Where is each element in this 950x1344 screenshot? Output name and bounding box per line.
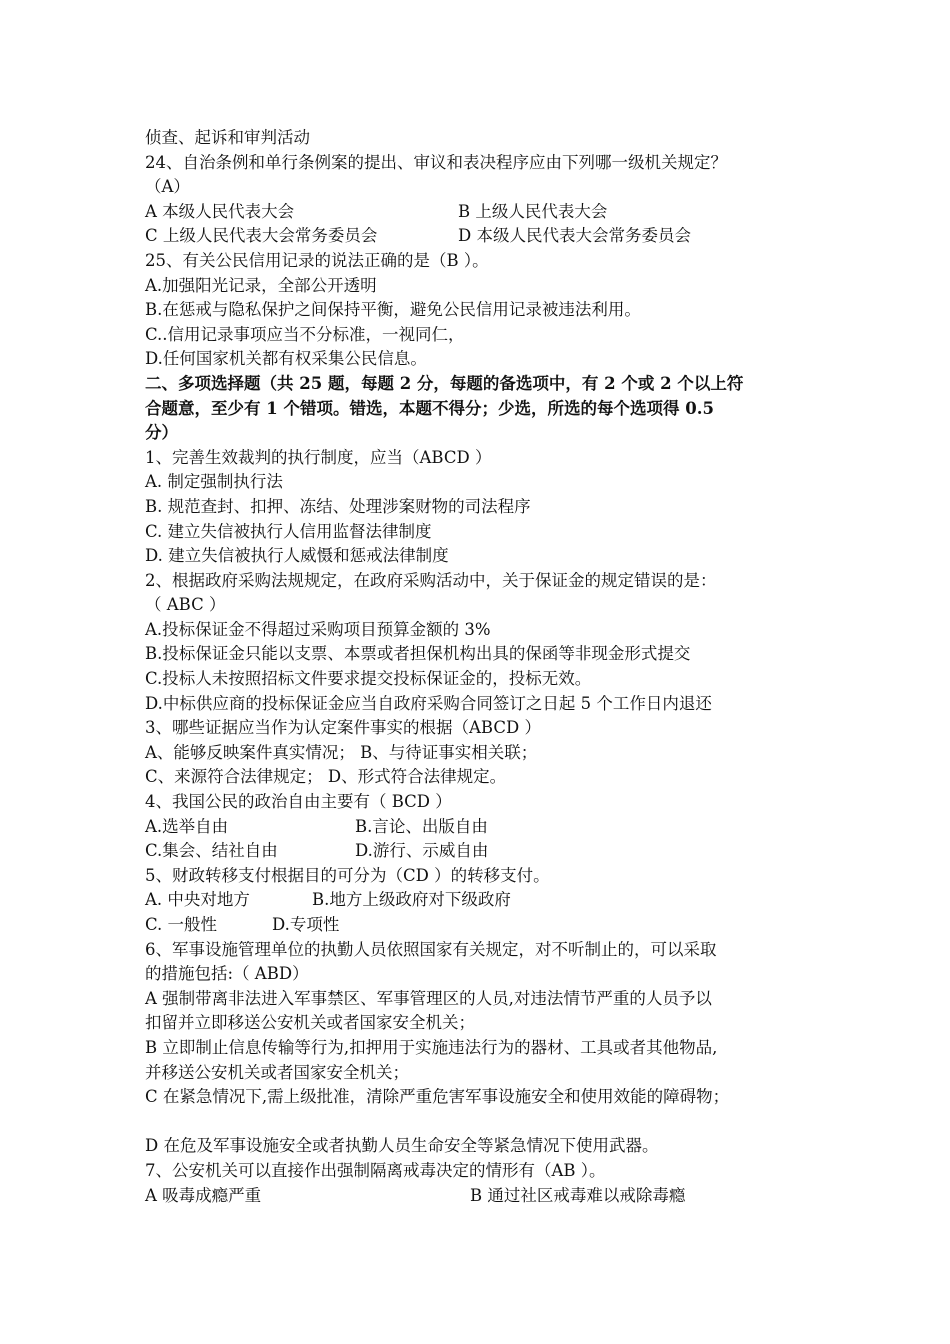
options-24-ab: [145, 200, 835, 225]
section-heading: 二、多项选择题（共 25 题，每题 2 分，每题的备选项中，有 2 个或 2 个以上符: [145, 373, 744, 393]
option-5-d: D.专项性: [272, 915, 340, 934]
option-6-b: B 立即制止信息传输等行为,扣押用于实施违法行为的器材、工具或者其他物品,: [145, 1037, 718, 1057]
option-2-d: D.中标供应商的投标保证金应当自政府采购合同签订之日起 5 个工作日内退还: [145, 693, 712, 713]
options-3-ab: A、能够反映案件真实情况； B、与待证事实相关联；: [145, 742, 538, 762]
text-line: 侦查、起诉和审判活动: [145, 128, 310, 147]
answer-24: （A）: [145, 177, 190, 197]
section-heading-end: 分）: [145, 423, 178, 443]
options-3-cd: C、来源符合法律规定； D、形式符合法律规定。: [145, 767, 507, 787]
question-4: 4、我国公民的政治自由主要有（ BCD ）: [145, 792, 452, 812]
document-page: [145, 126, 835, 1208]
option-4-b: B.言论、出版自由: [355, 816, 488, 836]
option-24-b: B 上级人民代表大会: [458, 201, 608, 221]
question-7: 7、公安机关可以直接作出强制隔离戒毒决定的情形有（AB ）。: [145, 1160, 606, 1180]
question-1: 1、完善生效裁判的执行制度，应当（ABCD ）: [145, 447, 492, 467]
question-6-cont: 的措施包括:（ ABD）: [145, 964, 309, 984]
option-24-d: D 本级人民代表大会常务委员会: [458, 226, 691, 246]
blank-line: [145, 1110, 835, 1135]
option-5-b: B.地方上级政府对下级政府: [312, 890, 511, 910]
option-5-c: C. 一般性: [145, 915, 218, 934]
question-2: 2、根据政府采购法规规定，在政府采购活动中，关于保证金的规定错误的是：: [145, 570, 717, 590]
option-2-b: B.投标保证金只能以支票、本票或者担保机构出具的保函等非现金形式提交: [145, 644, 691, 664]
options-5-cd: [145, 913, 835, 938]
option-4-a: A.选举自由: [145, 816, 229, 836]
section-heading-cont: 合题意，至少有 1 个错项。错选，本题不得分；少选，所选的每个选项得 0.5: [145, 398, 714, 418]
option-25-b: B.在惩戒与隐私保护之间保持平衡，避免公民信用记录被违法利用。: [145, 300, 641, 320]
option-4-c: C.集会、结社自由: [145, 841, 278, 861]
question-25: 25、有关公民信用记录的说法正确的是（B ）。: [145, 250, 489, 270]
option-4-d: D.游行、示威自由: [355, 841, 489, 861]
options-24-cd: [145, 224, 835, 249]
option-24-a: A 本级人民代表大会: [145, 201, 295, 221]
option-7-a: A 吸毒成瘾严重: [145, 1185, 262, 1205]
option-1-c: C. 建立失信被执行人信用监督法律制度: [145, 521, 432, 541]
option-7-b: B 通过社区戒毒难以戒除毒瘾: [470, 1185, 686, 1205]
option-6-a: A 强制带离非法进入军事禁区、军事管理区的人员,对违法情节严重的人员予以: [145, 988, 712, 1008]
option-5-a: A. 中央对地方: [145, 890, 250, 910]
answer-2: （ ABC ）: [145, 595, 226, 615]
option-6-a-cont: 扣留并立即移送公安机关或者国家安全机关；: [145, 1013, 475, 1033]
question-3: 3、哪些证据应当作为认定案件事实的根据（ABCD ）: [145, 718, 541, 738]
option-6-b-cont: 并移送公安机关或者国家安全机关；: [145, 1062, 409, 1082]
question-24: 24、自治条例和单行条例案的提出、审议和表决程序应由下列哪一级机关规定？: [145, 152, 727, 172]
option-1-d: D. 建立失信被执行人威慑和惩戒法律制度: [145, 546, 449, 566]
option-6-d: D 在危及军事设施安全或者执勤人员生命安全等紧急情况下使用武器。: [145, 1136, 659, 1156]
options-7-ab: [145, 1184, 835, 1209]
option-2-a: A.投标保证金不得超过采购项目预算金额的 3%: [145, 619, 491, 639]
option-25-a: A.加强阳光记录，全部公开透明: [145, 275, 377, 295]
options-4-ab: [145, 815, 835, 840]
option-6-c: C 在紧急情况下,需上级批准，清除严重危害军事设施安全和使用效能的障碍物；: [145, 1087, 730, 1107]
option-24-c: C 上级人民代表大会常务委员会: [145, 226, 378, 246]
options-5-ab: [145, 888, 835, 913]
option-25-d: D.任何国家机关都有权采集公民信息。: [145, 349, 427, 369]
question-5: 5、财政转移支付根据目的可分为（CD ）的转移支付。: [145, 865, 550, 885]
question-6: 6、军事设施管理单位的执勤人员依照国家有关规定，对不听制止的，可以采取: [145, 939, 717, 959]
option-2-c: C.投标人未按照招标文件要求提交投标保证金的，投标无效。: [145, 669, 592, 689]
option-1-b: B. 规范查封、扣押、冻结、处理涉案财物的司法程序: [145, 496, 531, 516]
option-1-a: A. 制定强制执行法: [145, 472, 283, 492]
option-25-c: C..信用记录事项应当不分标准，一视同仁，: [145, 324, 465, 344]
options-4-cd: [145, 839, 835, 864]
